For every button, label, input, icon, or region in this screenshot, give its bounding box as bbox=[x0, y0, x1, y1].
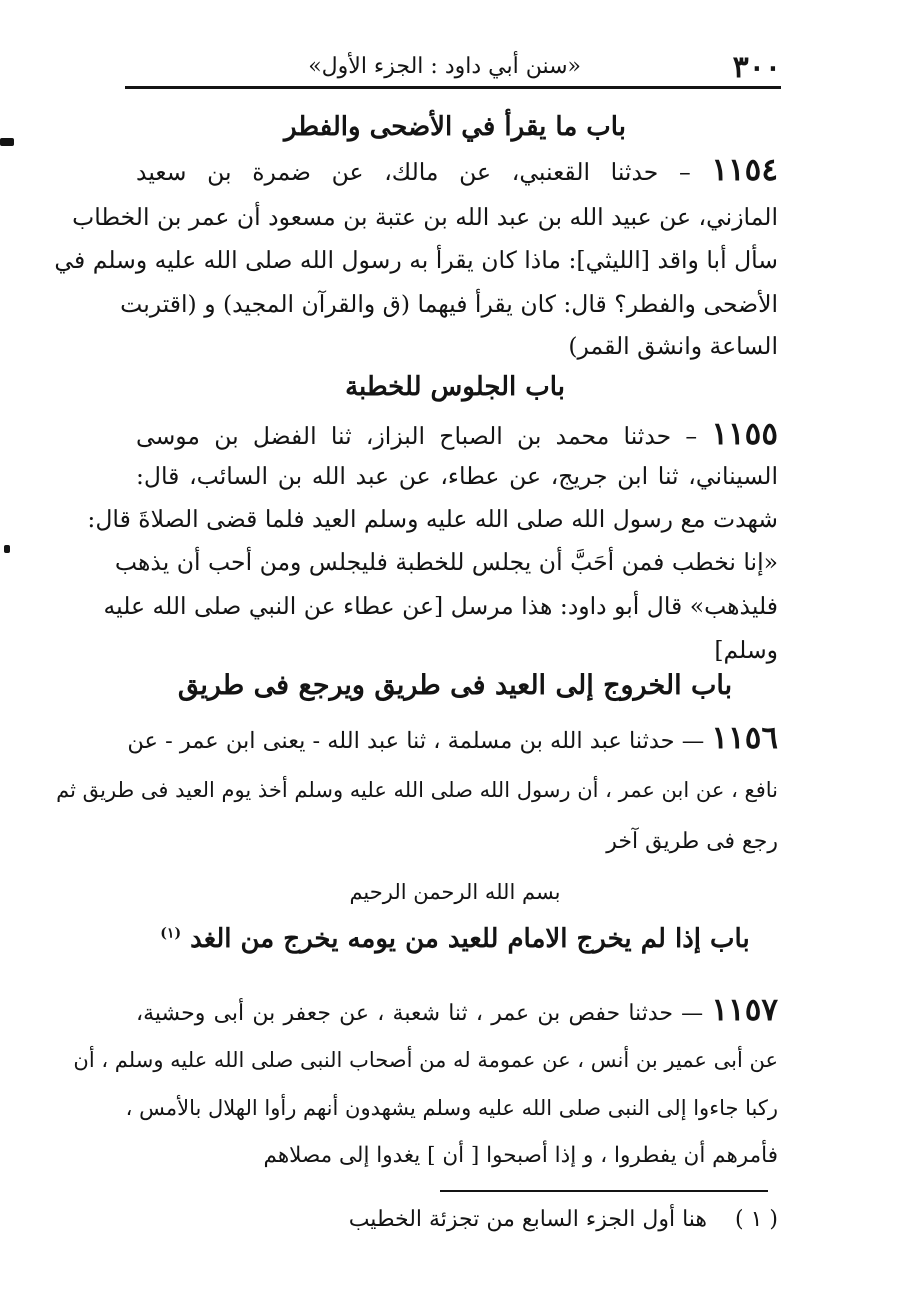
hadith-number: ١١٥٧ bbox=[711, 992, 778, 1028]
hadith-line: ركبا جاءوا إلى النبى صلى الله عليه وسلم يشهدون أنهم رأوا الهلال بالأمس ، bbox=[125, 1096, 778, 1120]
hadith-line bbox=[127, 718, 778, 761]
hadith-line: فليذهب» قال أبو داود: هذا مرسل [عن عطاء عن النبي صلى الله عليه bbox=[103, 592, 778, 620]
footnote-text: هنا أول الجزء السابع من تجزئة الخطيب bbox=[348, 1207, 708, 1232]
page-number: ٣٠٠ bbox=[732, 50, 781, 85]
hadith-line: الساعة وانشق القمر) bbox=[568, 332, 778, 360]
hadith-line: الأضحى والفطر؟ قال: كان يقرأ فيهما (ق والقرآن المجيد) و (اقتربت bbox=[120, 290, 778, 318]
hadith-line: فأمرهم أن يفطروا ، و إذا أصبحوا [ أن ] يغدوا إلى مصلاهم bbox=[263, 1143, 778, 1168]
hadith-line: رجع فى طريق آخر bbox=[606, 829, 778, 854]
margin-mark bbox=[4, 545, 10, 553]
hadith-text: — حدثنا حفص بن عمر ، ثنا شعبة ، عن جعفر بن أبى وحشية، bbox=[136, 1001, 704, 1026]
chapter-title: باب الخروج إلى العيد فى طريق ويرجع فى طريق bbox=[177, 670, 733, 701]
chapter-title: باب ما يقرأ في الأضحى والفطر bbox=[284, 112, 626, 142]
hadith-line: عن أبى عمير بن أنس ، عن عمومة له من أصحاب النبى صلى الله عليه وسلم ، أن bbox=[73, 1048, 778, 1072]
footnote-number: ( ١ ) bbox=[735, 1207, 778, 1232]
hadith-line: نافع ، عن ابن عمر ، أن رسول الله صلى الله عليه وسلم أخذ يوم العيد فى طريق ثم bbox=[56, 778, 778, 802]
hadith-line: سأل أبا واقد [الليثي]: ماذا كان يقرأ به رسول الله صلى الله عليه وسلم في bbox=[54, 246, 778, 274]
chapter-title bbox=[125, 924, 785, 954]
footnote-marker: (١) bbox=[160, 925, 182, 942]
hadith-text: – حدثنا محمد بن الصباح البزاز، ثنا الفضل بن موسى bbox=[136, 422, 698, 450]
hadith-number: ١١٥٦ bbox=[711, 720, 778, 756]
running-head: «سنن أبي داود : الجزء الأول» bbox=[308, 54, 581, 79]
hadith-line: السيناني، ثنا ابن جريج، عن عطاء، عن عبد الله بن السائب، قال: bbox=[136, 462, 778, 490]
hadith-number: ١١٥٤ bbox=[711, 152, 778, 188]
chapter-title-text: باب إذا لم يخرج الامام للعيد من يومه يخرج من الغد bbox=[190, 924, 750, 954]
chapter-title: باب الجلوس للخطبة bbox=[345, 372, 565, 402]
hadith-line: المازني، عن عبيد الله بن عبد الله بن عتبة بن مسعود أن عمر بن الخطاب bbox=[72, 203, 778, 231]
hadith-line: وسلم] bbox=[714, 636, 778, 664]
basmala: بسم الله الرحمن الرحيم bbox=[349, 880, 561, 904]
hadith-number: ١١٥٥ bbox=[711, 416, 778, 452]
footnote bbox=[349, 1207, 778, 1232]
hadith-text: — حدثنا عبد الله بن مسلمة ، ثنا عبد الله - يعنى ابن عمر - عن bbox=[127, 728, 705, 754]
page-header bbox=[125, 40, 781, 84]
hadith-text: – حدثنا القعنبي، عن مالك، عن ضمرة بن سعيد bbox=[136, 158, 691, 186]
hadith-line bbox=[136, 414, 778, 456]
hadith-line bbox=[136, 990, 778, 1034]
header-rule bbox=[125, 86, 781, 89]
footnote-rule bbox=[440, 1190, 768, 1192]
hadith-line: شهدت مع رسول الله صلى الله عليه وسلم العيد فلما قضى الصلاةَ قال: bbox=[87, 505, 778, 533]
hadith-line: «إنا نخطب فمن أحَبَّ أن يجلس للخطبة فليجلس ومن أحب أن يذهب bbox=[114, 548, 778, 576]
margin-mark bbox=[0, 138, 14, 146]
hadith-line bbox=[136, 150, 778, 192]
